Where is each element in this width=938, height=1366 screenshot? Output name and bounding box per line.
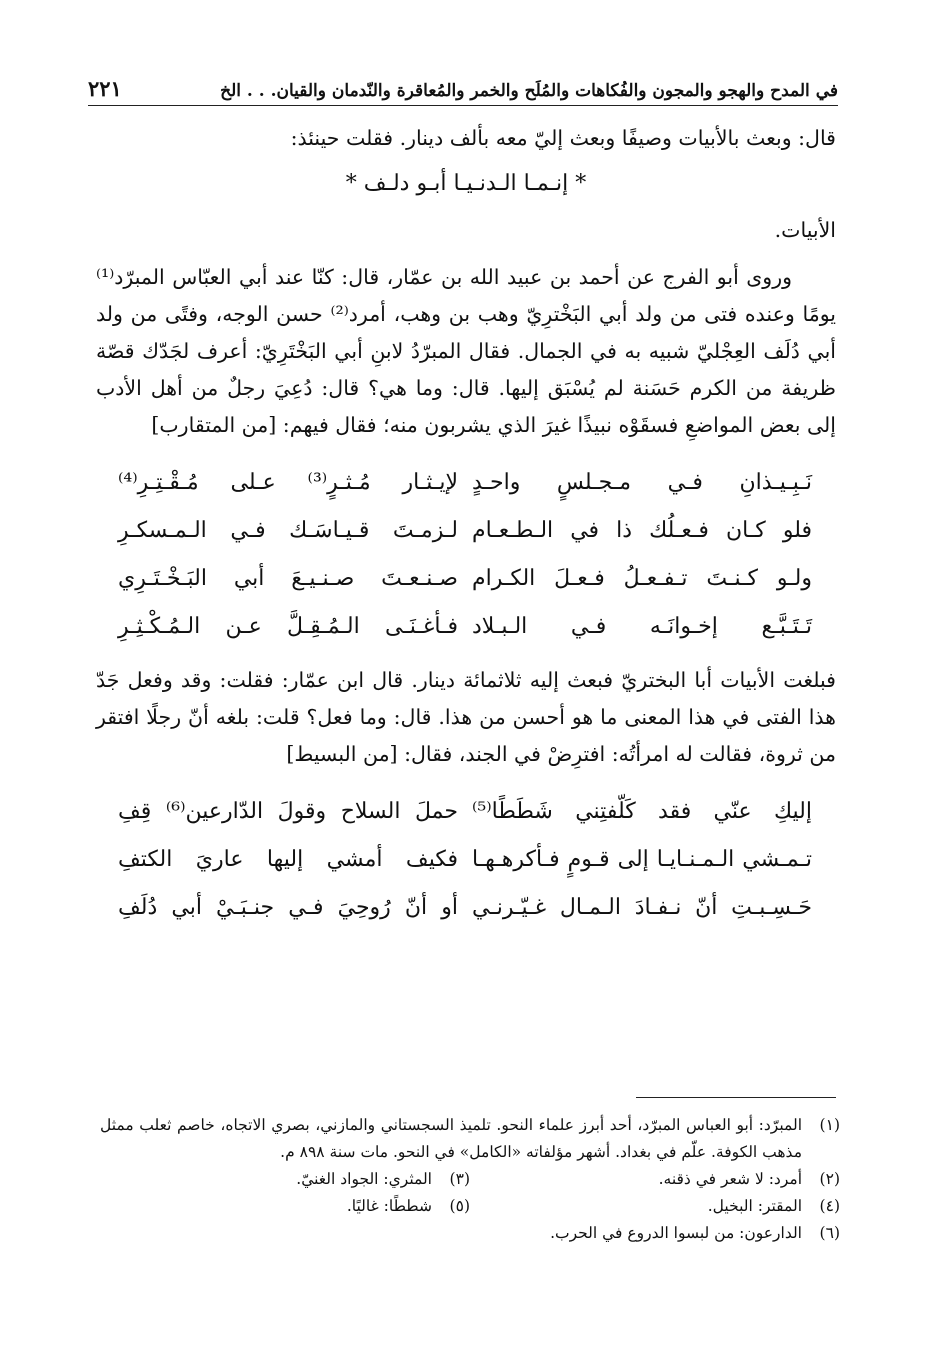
footnote-3 <box>100 1166 470 1193</box>
footnote-number: (٥) <box>449 1197 470 1215</box>
paragraph-3: فبلغت الأبيات أبا البختريّ فبعث إليه ثلاثمائة دينار. قال ابن عمّار: فقلت: وقد وفعل جَدّ هذا الفتى في هذا المعنى ما هو أحسن من هذا. قال: وما فعل؟ قلت: بلغه أنّ رجلًا افتقر من ثروة، فقالت له امرأتُه: افترِضْ في الجند، فقال: [من البسيط] <box>96 668 836 766</box>
verse <box>96 835 836 883</box>
footnote-1 <box>100 1112 840 1166</box>
footnotes <box>100 1112 840 1247</box>
footnote-number: (١) <box>819 1116 840 1134</box>
main-text <box>96 120 836 943</box>
verse-first-hemistich: تَـتَـبَّـع إخـوانَـه فـي الـبـلاد <box>472 613 812 639</box>
paragraph-1-end: الأبيات. <box>774 218 836 242</box>
poem-mutaqarib <box>96 458 836 650</box>
page-number: ٢٢١ <box>88 76 122 101</box>
footnote-text: أمرد: لا شعر في ذقنه. <box>658 1170 802 1188</box>
footnote-5 <box>100 1193 470 1220</box>
footnote-number: (٦) <box>819 1224 840 1242</box>
footnote-text: المقتر: البخيل. <box>707 1197 802 1215</box>
verse-first-hemistich: حَـسِـبـتِ أنّ نـفـادَ الـمـال غـيّـرنـي <box>472 894 812 920</box>
verse-first-hemistich: فلو كـان فـعـلُك ذا في الـطـعـام <box>472 517 812 543</box>
verse-first-hemistich: ولـو كـنـتَ تـفـعـلُ فـعـلَ الكـرام <box>472 565 812 591</box>
running-header <box>88 66 838 106</box>
footnote-number: (٢) <box>819 1170 840 1188</box>
verse-second-hemistich: لإيـثـار مُـثـرٍ⁽³⁾ عـلى مُـقْـتِـرِ⁽⁴⁾ <box>118 469 459 495</box>
verse-first-hemistich: نَـبِـيـذانِ فـي مـجـلسٍ واحـدٍ <box>472 469 812 495</box>
paragraph-2: وروى أبو الفرج عن أحمد بن عبيد الله بن عمّار، قال: كنّا عند أبي العبّاس المبرّد⁽¹⁾ يومًا وعنده فتى من ولد أبي البَخْترِيّ وهب بن وهب، أمرد⁽²⁾ حسن الوجه، وفتًى من ولد أبي دُلَف العِجْليّ شبيه به في الجمال. فقال المبرّدُ لابنِ أبي البَخْتَرِيّ: أعرف لجَدّك قصّة ظريفة من الكرم حَسَنة لم يُسْبَق إليها. قال: وما هي؟ قال: دُعِيَ رجلٌ من أهل الأدب إلى بعض المواضعِ فسقَوْه نبيذًا غيرَ الذي يشربون منه؛ فقال فيهم: [من المتقارب] <box>96 265 836 437</box>
paragraph-1: قال: وبعث بالأبيات وصيفًا وبعث إليّ معه بألف دينار. فقلت حينئذ: <box>290 126 836 150</box>
footnote-6 <box>100 1220 840 1247</box>
verse-second-hemistich: أو أنّ رُوحِيَ فـي جنـبَـيْ أبي دُلَفِ <box>118 894 458 920</box>
verse-second-hemistich: حملَ السلاح وقولَ الدّارعين⁽⁶⁾ قِفِ <box>118 798 458 824</box>
footnote-row <box>100 1166 840 1193</box>
verse <box>96 506 836 554</box>
verse <box>96 554 836 602</box>
footnote-text: المثري: الجواد الغنيّ. <box>296 1170 432 1188</box>
poem-basit <box>96 787 836 931</box>
verse-second-hemistich: لـزمـتَ قـيـاسَـك فـي الـمـسكـرِ <box>118 517 458 543</box>
verse <box>96 883 836 931</box>
header-title: في المدح والهجو والمجون والفُكاهات والمُلَح والخمر والمُعاقرة والنّدمان والقيان. . . الخ <box>220 81 838 101</box>
verse-first-hemistich: إليكِ عنّي فقد كَلّفتِني شَطَطًا⁽⁵⁾ <box>472 798 812 824</box>
verse-second-hemistich: صـنـعـتَ صـنـيـعَ أبي البَـخْـتَـرِي <box>118 565 458 591</box>
footnote-text: الدارعون: من لبسوا الدروع في الحرب. <box>550 1224 802 1242</box>
verse-first-hemistich: تـمـشي الـمـنـايـا إلى قـومٍ فـأكرهـهـا <box>472 846 812 872</box>
verse-second-hemistich: فـأغـنَـى الـمُـقِـلَّ عـن الـمُـكْـثِـرِ <box>118 613 458 639</box>
footnote-number: (٣) <box>449 1170 470 1188</box>
footnote-text: المبرّد: أبو العباس المبرّد، أحد أبرز علماء النحو. تلميذ السجستاني والمازني، بصري الاتجاه، خاصم ثعلب ممثل مذهب الكوفة. علّم في بغداد. أشهر مؤلفاته «الكامل» في النحو. مات سنة ٨٩٨ م. <box>100 1116 802 1161</box>
footnote-2 <box>470 1166 840 1193</box>
footnote-row <box>100 1193 840 1220</box>
footnote-4 <box>470 1193 840 1220</box>
verse <box>96 787 836 835</box>
footnote-separator <box>636 1097 836 1098</box>
footnote-text: شططًا: غاليًا. <box>346 1197 432 1215</box>
footnote-number: (٤) <box>819 1197 840 1215</box>
verse <box>96 458 836 506</box>
verse <box>96 602 836 650</box>
centered-hemistich: * إنـمـا الـدنـيـا أبـو دلـف * <box>345 171 587 196</box>
verse-second-hemistich: فكيف أمشي إليها عاريَ الكتفِ <box>118 846 458 872</box>
